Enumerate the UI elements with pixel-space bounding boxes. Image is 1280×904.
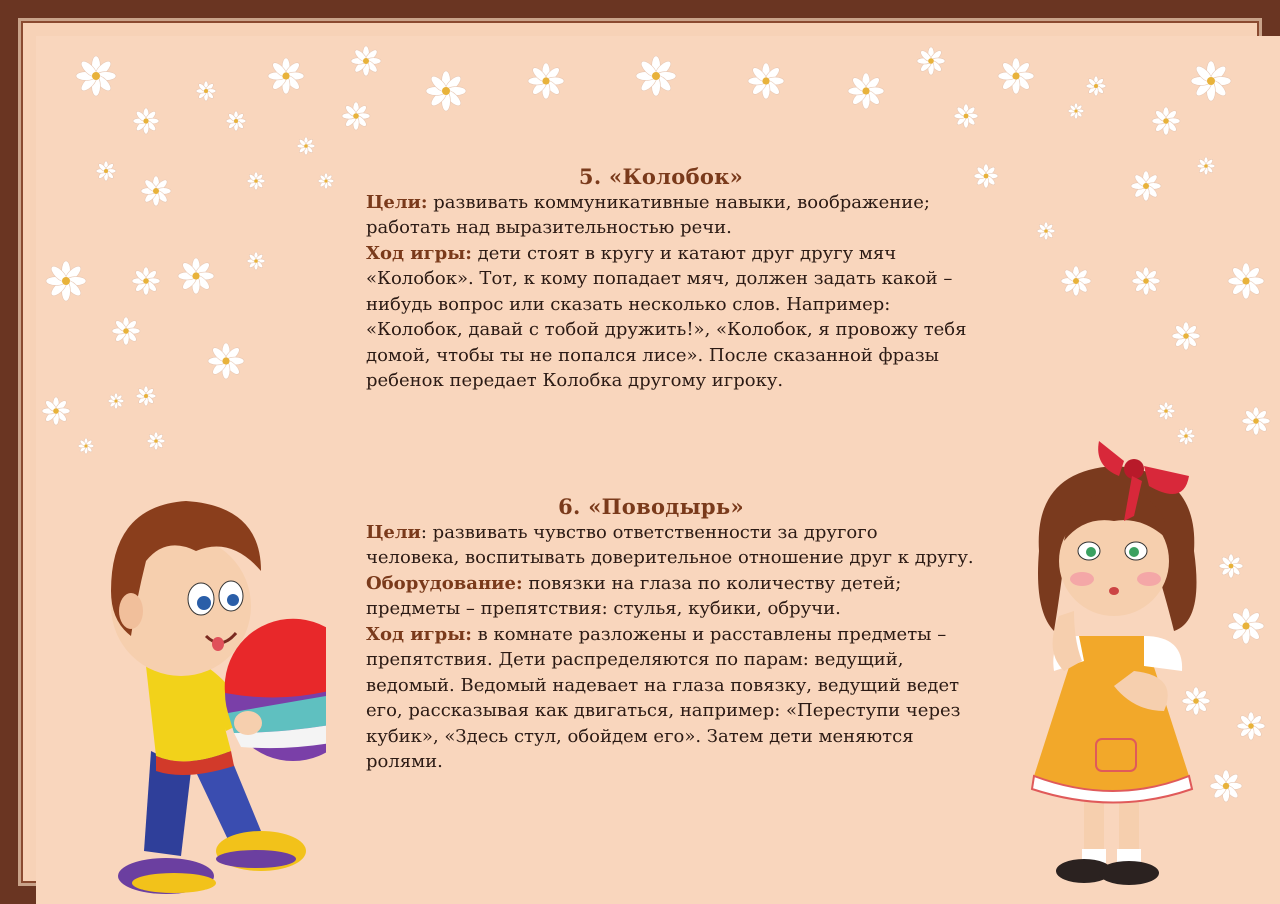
daisy-icon [208,343,244,379]
daisy-icon [76,56,116,96]
process-text: в комнате разложены и расставлены предметы – препятствия. Дети распределяются по парам: ведущий, ведомый. Ведомый надевает на глаза повязку, ведущий ведет его, рассказывая как двигаться, например: «Переступи через кубик», «Здесь стул, обойдем его». Затем дети меняются ролями. [366,623,961,772]
process-text: дети стоят в кругу и катают друг другу мяч «Колобок». Тот, к кому попадает мяч, должен задать какой – нибудь вопрос или сказать несколько слов. Например: «Колобок, давай с тобой дружить!», «Колобок, я провожу тебя домой, чтобы ты не попался лисе». После сказанной фразы ребенок передает Колобка другому игроку. [366,242,967,391]
page-background [36,36,1280,904]
daisy-icon [1228,263,1264,299]
daisy-icon [96,161,116,181]
daisy-icon [141,176,171,206]
daisy-icon [954,104,978,128]
daisy-icon [1172,322,1200,350]
daisy-icon [147,432,165,450]
daisy-icon [133,108,159,134]
game-goals [366,520,976,571]
goals-text: развивать коммуникативные навыки, воображение; работать над выразительностью речи. [366,191,930,238]
daisy-icon [998,58,1034,94]
daisy-icon [528,63,564,99]
daisy-icon [226,111,246,131]
daisy-icon [1219,554,1243,578]
daisy-icon [112,317,140,345]
daisy-icon [1228,608,1264,644]
daisy-icon [268,58,304,94]
girl-with-bow-illustration [1004,421,1219,891]
daisy-icon [247,252,265,270]
daisy-icon [1131,171,1161,201]
equipment-text: повязки на глаза по количеству детей; предметы – препятствия: стулья, кубики, обручи. [366,572,902,619]
daisy-icon [42,397,70,425]
daisy-icon [1191,61,1231,101]
daisy-icon [1152,107,1180,135]
daisy-icon [1242,407,1270,435]
daisy-icon [748,63,784,99]
goals-label: Цели: [366,191,428,213]
daisy-icon [46,261,86,301]
daisy-icon [108,393,124,409]
process-label: Ход игры: [366,623,472,645]
daisy-icon [426,71,466,111]
daisy-icon [351,46,381,76]
game-goals [366,190,976,241]
daisy-icon [342,102,370,130]
game-card-povodyr [366,494,976,775]
daisy-icon [196,81,216,101]
game-title: 6. «Поводырь» [558,494,744,519]
daisy-icon [318,173,334,189]
equipment-label: Оборудование: [366,572,523,594]
daisy-icon [848,73,884,109]
goals-text: : развивать чувство ответственности за другого человека, воспитывать доверительное отношение друг к другу. [366,521,974,568]
daisy-icon [1237,712,1265,740]
game-process [366,622,976,775]
daisy-icon [1037,222,1055,240]
daisy-icon [1061,266,1091,296]
boy-with-ball-illustration [56,451,326,904]
game-equipment [366,571,976,622]
daisy-icon [136,386,156,406]
daisy-icon [297,137,315,155]
daisy-icon [1086,76,1106,96]
daisy-icon [974,164,998,188]
game-card-kolobok [366,164,976,394]
daisy-icon [247,172,265,190]
daisy-icon [636,56,676,96]
daisy-icon [1197,157,1215,175]
daisy-icon [1132,267,1160,295]
daisy-icon [178,258,214,294]
daisy-icon [1157,402,1175,420]
process-label: Ход игры: [366,242,472,264]
daisy-icon [132,267,160,295]
daisy-icon [1068,103,1084,119]
game-process [366,241,976,394]
daisy-icon [917,47,945,75]
goals-label: Цели [366,521,421,543]
game-title: 5. «Колобок» [578,164,744,189]
